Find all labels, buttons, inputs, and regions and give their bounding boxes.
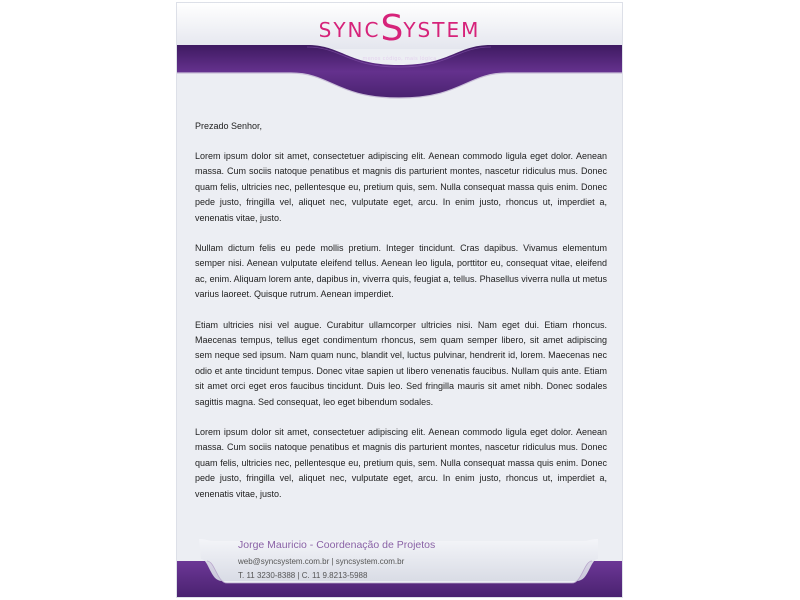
letter-paragraph: Nullam dictum felis eu pede mollis pretium. Integer tincidunt. Cras dapibus. Vivamus elementum semper nisi. Aenean vulputate eleifend tellus. Aenean leo ligula, porttitor eu, consequat vitae, eleifend ac, enim. Aliquam lorem ante, dapibus in, viverra quis, feugiat a, tellus. Phasellus viverra nulla ut metus varius laoreet. Quisque rutrum. Aenean imperdiet. — [195, 242, 607, 300]
letter-paragraph: Lorem ipsum dolor sit amet, consectetuer adipiscing elit. Aenean commodo ligula eget dolor. Aenean massa. Cum sociis natoque penatibus et magnis dis parturient montes, nascetur ridiculus mus. Donec quam felis, ultricies nec, pellentesque eu, pretium quis, sem. Nulla consequat massa quis enim. Donec pede justo, fringilla vel, aliquet nec, vulputate eget, arcu. In enim justo, rhoncus ut, imperdiet a, venenatis vitae, justo. — [195, 427, 607, 499]
letter-greeting: Prezado Senhor, — [195, 121, 263, 131]
contact-web: web@syncsystem.com.br | syncsystem.com.br — [238, 557, 405, 566]
letter-paragraph: Lorem ipsum dolor sit amet, consectetuer adipiscing elit. Aenean commodo ligula eget dolor. Aenean massa. Cum sociis natoque penatibus et magnis dis parturient montes, nascetur ridiculus mus. Donec quam felis, ultricies nec, pellentesque eu, pretium quis, sem. Nulla consequat massa quis enim. Donec pede justo, fringilla vel, aliquet nec, vulputate eget, arcu. In enim justo, rhoncus ut, imperdiet a, venenatis vitae, justo. — [195, 150, 607, 223]
brand-name-part2: YSTEM — [403, 18, 481, 42]
brand-tagline: menos código, mais lógica — [362, 56, 437, 62]
signer-name: Jorge Mauricio - Coordenação de Projetos — [238, 539, 436, 551]
brand-name-part1: SYNC — [318, 18, 381, 42]
contact-phone: T. 11 3230-8388 | C. 11 9.8213-5988 — [238, 571, 368, 580]
brand-logo — [177, 7, 622, 52]
letterhead-page — [177, 3, 622, 597]
brand-logo-s: S — [380, 8, 404, 49]
letter-body — [195, 119, 607, 517]
letter-paragraph: Etiam ultricies nisi vel augue. Curabitur ullamcorper ultricies nisi. Nam eget dui. Etiam rhoncus. Maecenas tempus, tellus eget condimentum rhoncus, sem quam semper libero, sit amet adipiscing sem neque sed ipsum. Nam quam nunc, blandit vel, luctus pulvinar, hendrerit id, lorem. Maecenas nec odio et ante tincidunt tempus. Donec vitae sapien ut libero venenatis faucibus. Nullam quis ante. Etiam sit amet orci eget eros faucibus tincidunt. Duis leo. Sed fringilla mauris sit amet nibh. Donec sodales sagittis magna. Sed consequat, leo eget bibendum sodales. — [195, 319, 607, 407]
